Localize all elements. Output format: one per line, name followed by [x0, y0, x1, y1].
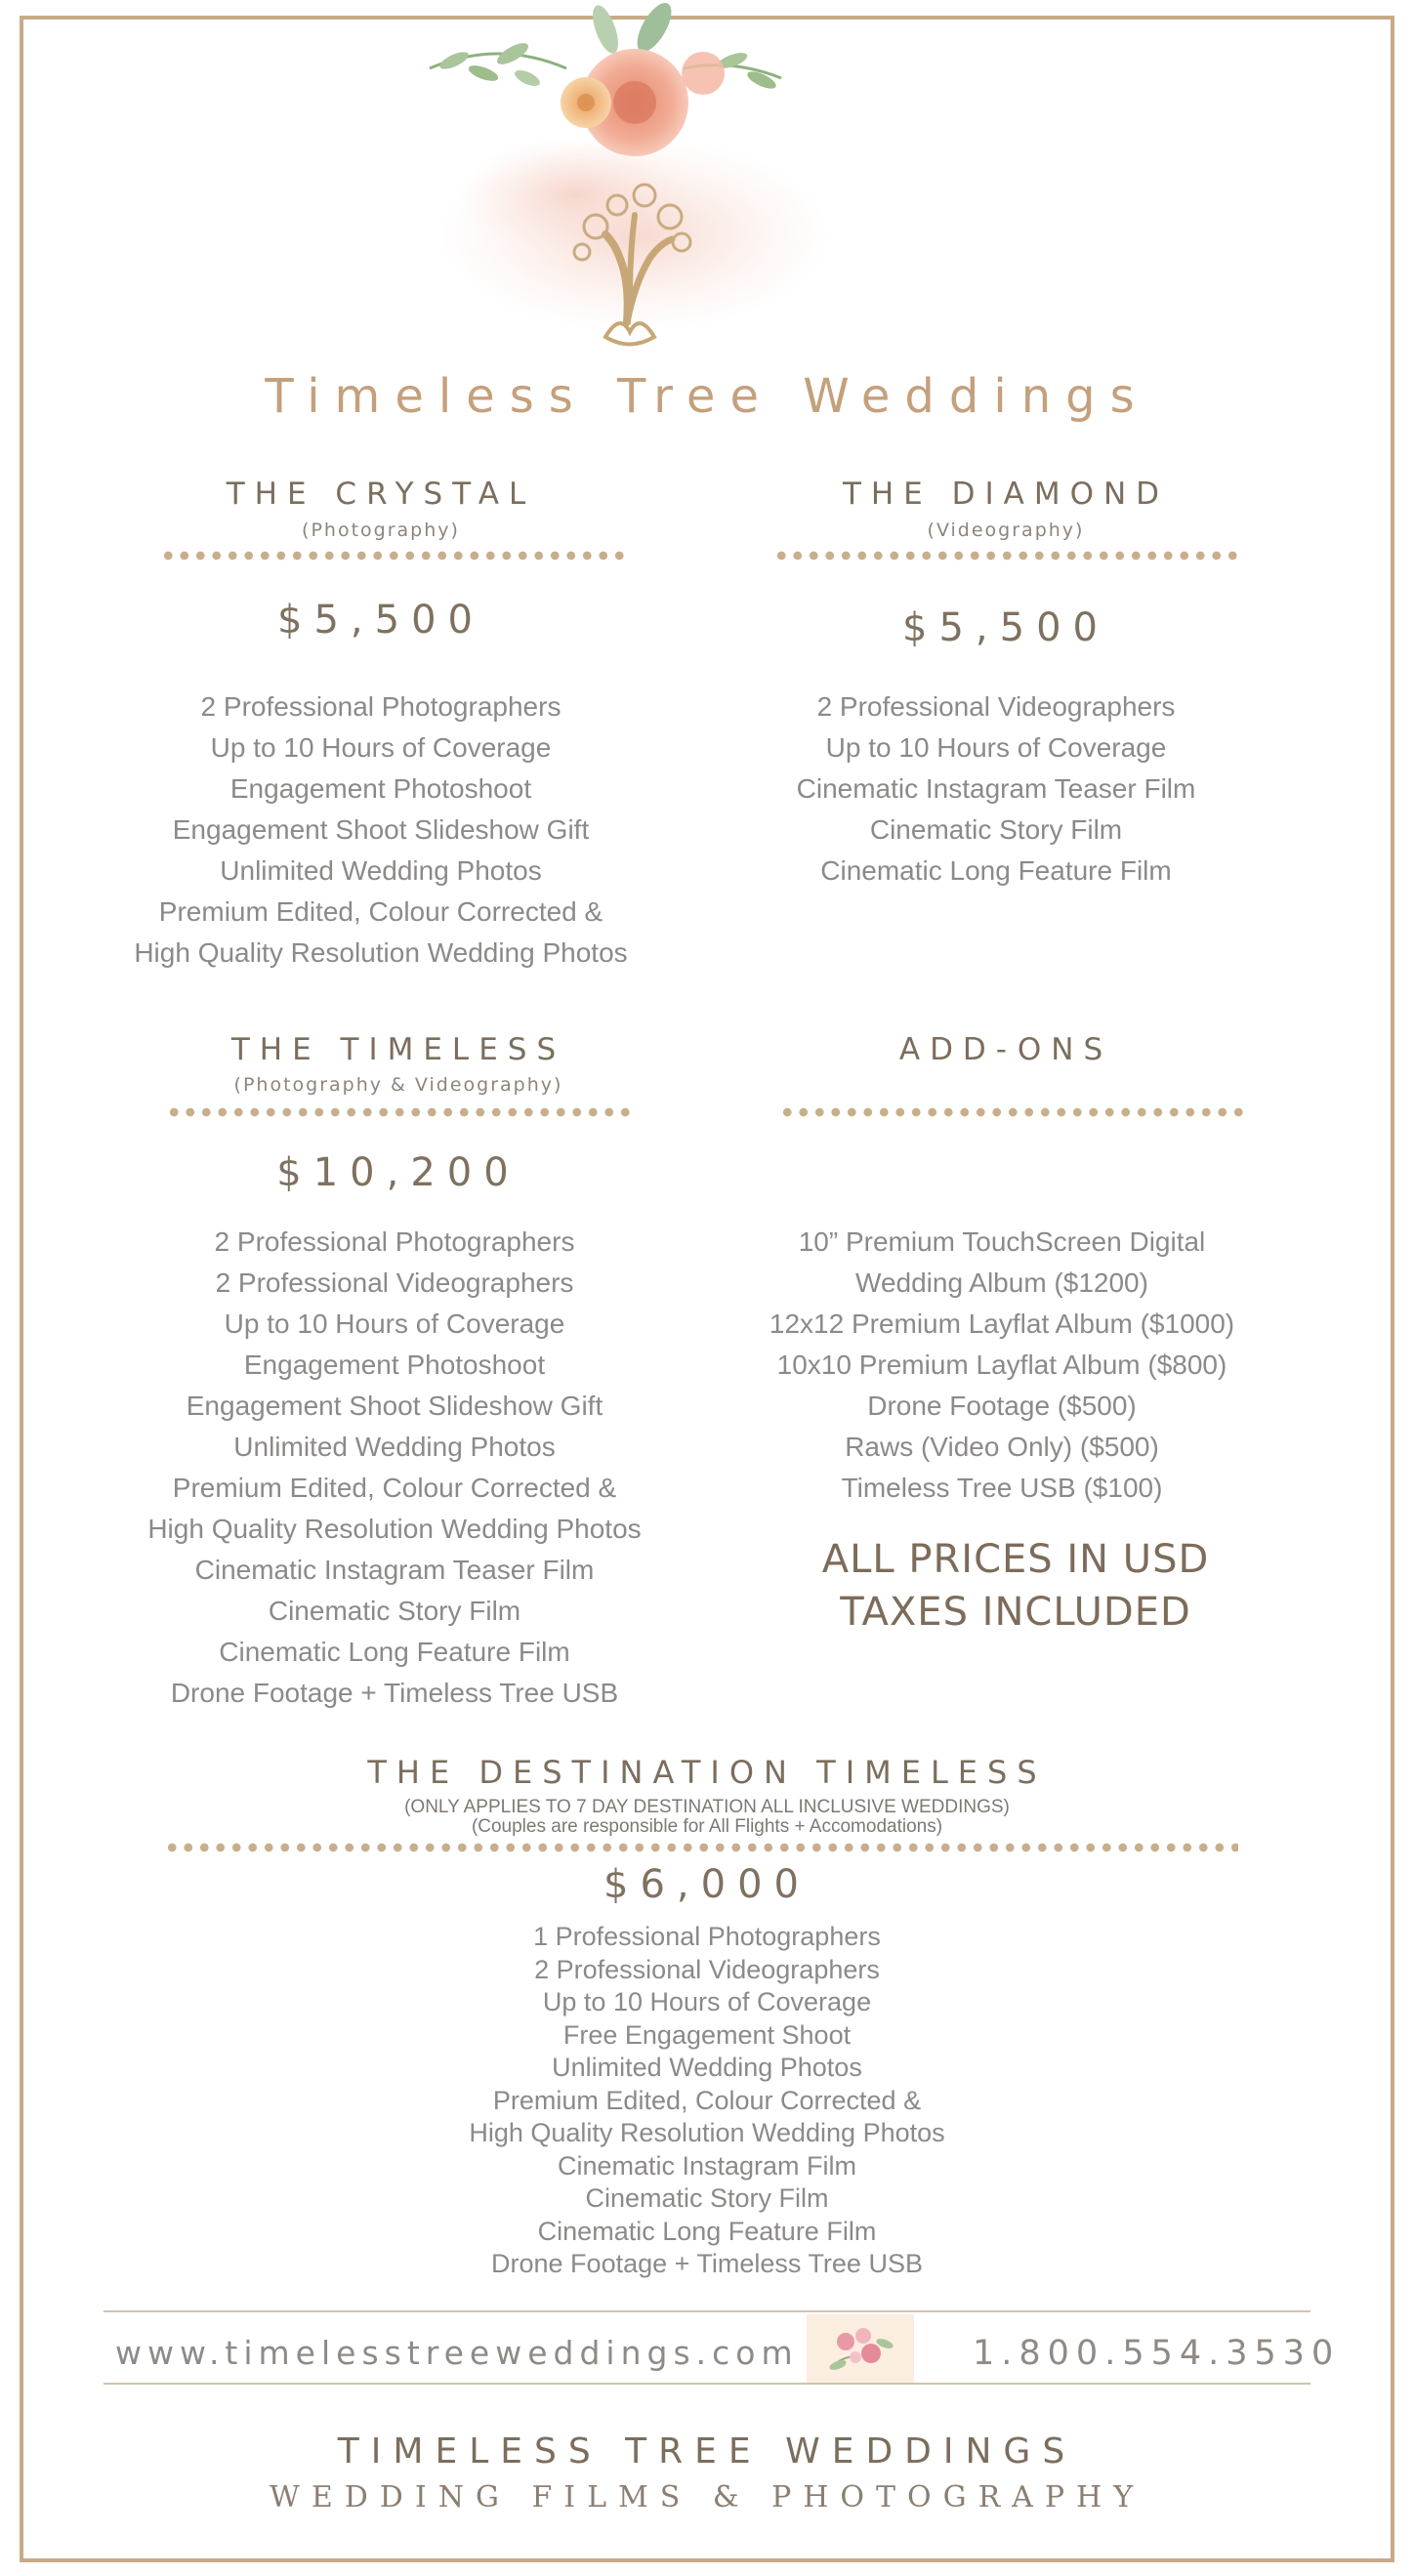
- destination-feature-list: [0, 1921, 1414, 2281]
- crystal-price: $5,500: [277, 598, 484, 643]
- list-item: Cinematic Instagram Teaser Film: [194, 1555, 595, 1585]
- list-item: 12x12 Premium Layflat Album ($1000): [769, 1309, 1235, 1339]
- list-item: Unlimited Wedding Photos: [220, 855, 542, 886]
- footer-brand-name: TIMELESS TREE WEDDINGS: [337, 2431, 1077, 2472]
- diamond-package-name: THE DIAMOND: [842, 477, 1170, 512]
- list-item: 2 Professional Videographers: [215, 1267, 574, 1298]
- addons-heading: ADD-ONS: [898, 1032, 1113, 1067]
- crystal-feature-list: [88, 686, 674, 974]
- list-item: High Quality Resolution Wedding Photos: [134, 937, 628, 968]
- website-link[interactable]: www.timelesstreeweddings.com: [115, 2334, 799, 2372]
- contact-divider-top: [104, 2310, 1310, 2312]
- diamond-divider: [773, 551, 1242, 561]
- diamond-feature-list: [703, 686, 1289, 892]
- list-item: Cinematic Instagram Film: [557, 2150, 857, 2181]
- brand-title: Timeless Tree Weddings: [265, 369, 1149, 424]
- list-item: Premium Edited, Colour Corrected &: [172, 1473, 617, 1503]
- list-item: Free Engagement Shoot: [562, 2019, 852, 2050]
- list-item: Drone Footage ($500): [867, 1391, 1137, 1421]
- timeless-package-subtitle: (Photography & Videography): [233, 1074, 563, 1096]
- diamond-package-subtitle: (Videography): [927, 519, 1085, 541]
- contact-divider-bottom: [104, 2383, 1310, 2385]
- list-item: Wedding Album ($1200): [855, 1267, 1148, 1298]
- list-item: Up to 10 Hours of Coverage: [210, 732, 552, 763]
- list-item: Cinematic Story Film: [869, 814, 1123, 845]
- timeless-divider: [166, 1107, 635, 1117]
- addons-divider: [779, 1107, 1248, 1117]
- list-item: Premium Edited, Colour Corrected &: [492, 2085, 922, 2115]
- list-item: Engagement Photoshoot: [229, 773, 532, 804]
- timeless-price: $10,200: [276, 1150, 520, 1195]
- list-item: Cinematic Long Feature Film: [820, 855, 1172, 886]
- taxes-included-notice: TAXES INCLUDED: [840, 1590, 1191, 1635]
- list-item: Engagement Shoot Slideshow Gift: [186, 1391, 603, 1421]
- list-item: Drone Footage + Timeless Tree USB: [491, 2249, 923, 2278]
- list-item: Up to 10 Hours of Coverage: [224, 1309, 565, 1339]
- list-item: Cinematic Story Film: [268, 1596, 521, 1626]
- list-item: Cinematic Instagram Teaser Film: [796, 773, 1196, 804]
- list-item: 2 Professional Videographers: [534, 1954, 880, 1984]
- destination-price: $6,000: [603, 1862, 811, 1907]
- flower-bouquet-icon: [807, 2314, 914, 2385]
- list-item: 10” Premium TouchScreen Digital: [798, 1226, 1206, 1257]
- timeless-feature-list: [102, 1222, 687, 1714]
- footer-tagline: WEDDING FILMS & PHOTOGRAPHY: [270, 2480, 1144, 2514]
- list-item: Up to 10 Hours of Coverage: [542, 1987, 872, 2016]
- destination-note-1: (ONLY APPLIES TO 7 DAY DESTINATION ALL INCLUSIVE WEDDINGS): [404, 1797, 1010, 1817]
- list-item: Cinematic Story Film: [585, 2183, 829, 2213]
- destination-divider: [164, 1843, 1238, 1852]
- list-item: Cinematic Long Feature Film: [219, 1637, 570, 1667]
- diamond-price: $5,500: [902, 605, 1109, 650]
- list-item: 2 Professional Photographers: [200, 691, 561, 722]
- list-item: 10x10 Premium Layflat Album ($800): [776, 1350, 1227, 1380]
- list-item: Unlimited Wedding Photos: [233, 1432, 556, 1462]
- list-item: Timeless Tree USB ($100): [841, 1473, 1163, 1503]
- list-item: Raws (Video Only) ($500): [845, 1432, 1159, 1462]
- list-item: 1 Professional Photographers: [533, 1922, 881, 1951]
- list-item: Unlimited Wedding Photos: [552, 2053, 862, 2082]
- crystal-package-name: THE CRYSTAL: [226, 477, 536, 512]
- timeless-package-name: THE TIMELESS: [230, 1032, 566, 1067]
- list-item: 2 Professional Videographers: [816, 691, 1176, 722]
- crystal-divider: [160, 551, 629, 561]
- list-item: 2 Professional Photographers: [214, 1226, 575, 1257]
- crystal-package-subtitle: (Photography): [302, 519, 460, 541]
- list-item: High Quality Resolution Wedding Photos: [469, 2118, 945, 2147]
- watercolor-flower-tree-logo: [410, 0, 840, 361]
- list-item: Engagement Shoot Slideshow Gift: [172, 814, 590, 845]
- list-item: Cinematic Long Feature Film: [537, 2216, 877, 2246]
- prices-usd-notice: ALL PRICES IN USD: [821, 1537, 1210, 1582]
- list-item: Engagement Photoshoot: [243, 1350, 546, 1380]
- addons-list: [709, 1222, 1295, 1509]
- list-item: Up to 10 Hours of Coverage: [825, 732, 1167, 763]
- list-item: Drone Footage + Timeless Tree USB: [170, 1678, 619, 1708]
- phone-number[interactable]: 1.800.554.3530: [973, 2334, 1341, 2373]
- list-item: High Quality Resolution Wedding Photos: [147, 1514, 642, 1544]
- destination-note-2: (Couples are responsible for All Flights + Accomodations): [471, 1816, 943, 1837]
- destination-package-name: THE DESTINATION TIMELESS: [367, 1754, 1047, 1791]
- list-item: Premium Edited, Colour Corrected &: [158, 896, 603, 927]
